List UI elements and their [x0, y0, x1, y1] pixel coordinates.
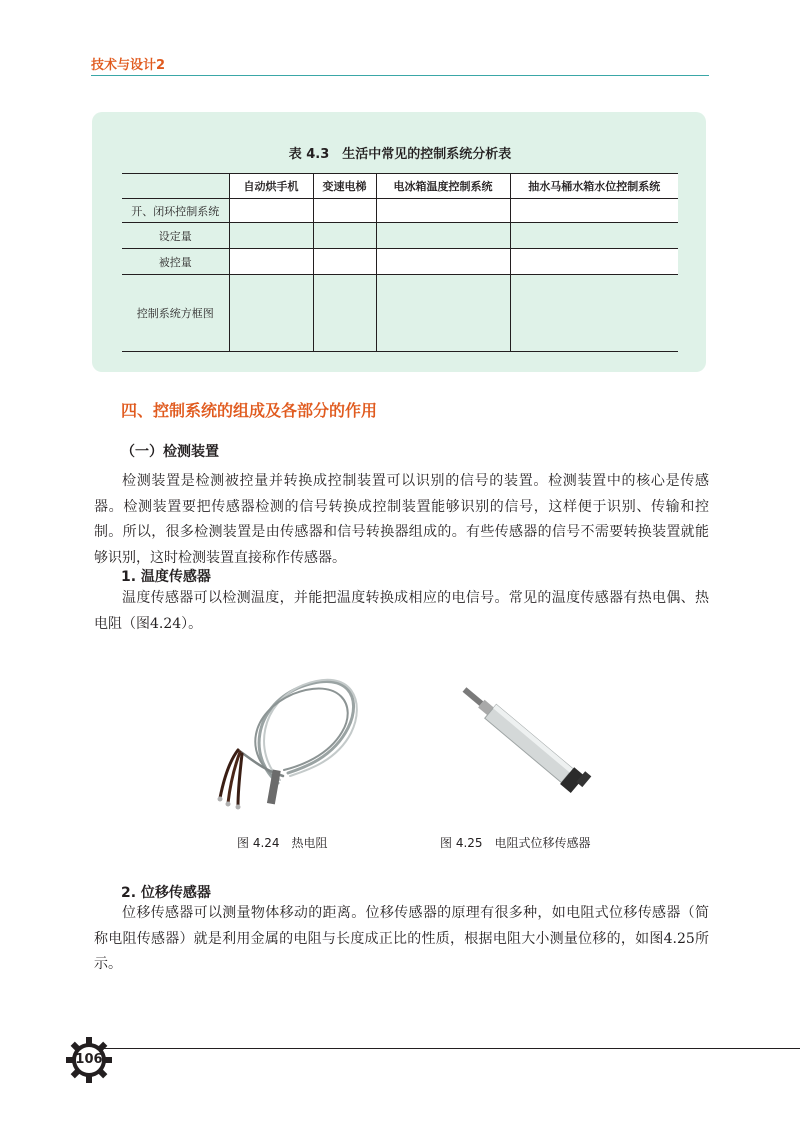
table-cell [229, 249, 313, 275]
figure-label: 电阻式位移传感器 [494, 836, 591, 850]
thermal-resistor-image [208, 658, 368, 818]
table-cell [376, 249, 510, 275]
table-row [122, 275, 678, 352]
item2-heading: 2. 位移传感器 [121, 885, 211, 901]
table-cell [229, 199, 313, 223]
row-label: 开、闭环控制系统 [122, 199, 229, 223]
section-heading: 四、控制系统的组成及各部分的作用 [121, 401, 378, 420]
table-cell [313, 275, 376, 352]
table-row [122, 249, 678, 275]
control-system-analysis-table [122, 173, 678, 352]
table-cell [313, 199, 376, 223]
item1-heading: 1. 温度传感器 [121, 569, 211, 585]
displacement-sensor-image [440, 668, 600, 813]
figure-caption [440, 834, 591, 851]
subsection-heading: （一）检测装置 [121, 444, 219, 460]
row-label: 被控量 [122, 249, 229, 275]
table-header-corner [122, 174, 229, 199]
table-header-cell: 抽水马桶水箱水位控制系统 [510, 174, 678, 199]
table-cell [510, 275, 678, 352]
table-cell [510, 249, 678, 275]
table-cell [376, 275, 510, 352]
table-header-cell: 电冰箱温度控制系统 [376, 174, 510, 199]
row-label: 控制系统方框图 [122, 275, 229, 352]
table-row [122, 199, 678, 223]
table-cell [229, 275, 313, 352]
table-header-cell: 变速电梯 [313, 174, 376, 199]
row-label: 设定量 [122, 223, 229, 249]
figure-number: 图 4.24 [237, 836, 280, 850]
figure-number: 图 4.25 [440, 836, 483, 850]
table-cell [376, 199, 510, 223]
table-cell [229, 223, 313, 249]
table-caption: 表 4.3 生活中常见的控制系统分析表 [288, 147, 512, 162]
header-rule [91, 75, 709, 76]
table-cell [376, 223, 510, 249]
item1-paragraph: 温度传感器可以检测温度，并能把温度转换成相应的电信号。常见的温度传感器有热电偶、热电阻（图4.24）。 [94, 590, 709, 632]
table-cell [313, 249, 376, 275]
page-number: 106 [75, 1052, 103, 1067]
table-header-cell: 自动烘手机 [229, 174, 313, 199]
figure-label: 热电阻 [291, 836, 328, 850]
intro-paragraph: 检测装置是检测被控量并转换成控制装置可以识别的信号的装置。检测装置中的核心是传感器。检测装置要把传感器检测的信号转换成控制装置能够识别的信号，这样便于识别、传输和控制。所以，很多检测装置是由传感器和信号转换器组成的。有些传感器的信号不需要转换装置就能够识别，这时检测装置直接称作传感器。 [94, 473, 709, 566]
table-cell [313, 223, 376, 249]
item2-paragraph: 位移传感器可以测量物体移动的距离。位移传感器的原理有很多种，如电阻式位移传感器（简称电阻传感器）就是利用金属的电阻与长度成正比的性质，根据电阻大小测量位移的，如图4.25所示。 [94, 905, 709, 972]
table-row [122, 223, 678, 249]
running-header-title: 技术与设计2 [91, 58, 166, 73]
table-cell [510, 199, 678, 223]
table-cell [510, 223, 678, 249]
table-header-row [122, 174, 678, 199]
footer-rule [100, 1048, 800, 1049]
figure-caption [237, 834, 328, 851]
